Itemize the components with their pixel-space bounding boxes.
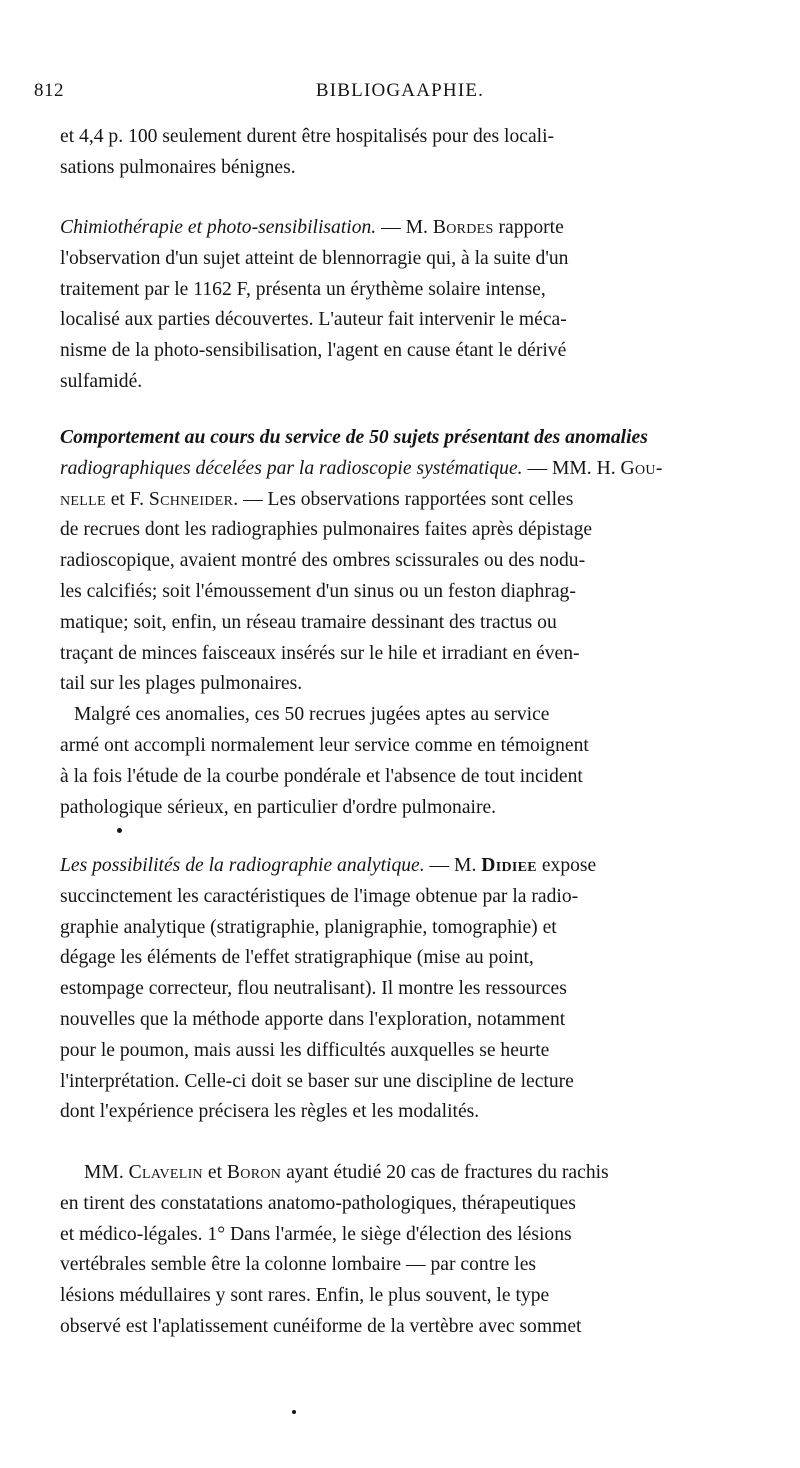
text-line: lésions médullaires y sont rares. Enfin, le plus souvent, le type <box>60 1285 550 1307</box>
text-line: dégage les éléments de l'effet stratigraphique (mise au point, <box>60 947 534 969</box>
title-dash: — M. <box>424 855 482 876</box>
text-line: Malgré ces anomalies, ces 50 recrues jugées aptes au service <box>74 704 550 726</box>
section-title: Chimiothérapie et photo-sensibilisation. <box>60 217 377 238</box>
author-name: Boron <box>226 1162 282 1183</box>
text-line: en tirent des constatations anatomo-pathologiques, thérapeutiques <box>60 1192 576 1214</box>
text-line: les calcifiés; soit l'émoussement d'un sinus ou un feston diaphrag- <box>60 580 576 602</box>
text-line: armé ont accompli normalement leur service comme en témoignent <box>60 734 589 756</box>
title-continuation: . — Les observations rapportées sont celles <box>233 488 574 510</box>
text-line: et médico-légales. 1° Dans l'armée, le siège d'élection des lésions <box>60 1223 572 1245</box>
text-line: radioscopique, avaient montré des ombres scissurales ou des nodu- <box>60 550 586 572</box>
text-line: nisme de la photo-sensibilisation, l'agent en cause étant le dérivé <box>60 340 567 362</box>
section-title-line-2: radiographiques décelées par la radioscopie systématique. <box>60 457 523 479</box>
section-heading-line <box>60 1158 765 1189</box>
text-line: traitement par le 1162 F, présenta un érythème solaire intense, <box>60 278 546 300</box>
intro-paragraph <box>60 122 765 184</box>
text-line: nouvelles que la méthode apporte dans l'exploration, notamment <box>60 1008 566 1030</box>
text-line: tail sur les plages pulmonaires. <box>60 673 303 695</box>
page-number: 812 <box>34 80 64 101</box>
author-name: nelle <box>60 488 106 510</box>
authors-line <box>60 485 765 516</box>
author-name: Gou- <box>620 457 663 479</box>
title-continuation: rapporte <box>493 217 564 238</box>
author-name: Schneider <box>148 488 234 510</box>
ink-speck <box>292 1410 296 1414</box>
chimiotherapie-section <box>60 213 765 398</box>
text-line: et 4,4 p. 100 seulement durent être hospitalisés pour des locali- <box>60 126 555 147</box>
text-line: estompage correcteur, flou neutralisant). Il montre les ressources <box>60 978 567 1000</box>
text-line: pathologique sérieux, en particulier d'ordre pulmonaire. <box>60 796 497 818</box>
possibilites-section <box>60 851 765 1128</box>
authors-and: et F. <box>105 488 149 510</box>
page-header <box>34 80 766 110</box>
authors-prefix: — MM. H. <box>522 457 621 479</box>
section-heading-line <box>60 851 765 882</box>
authors-prefix: MM. <box>84 1162 129 1183</box>
title-dash: — M. <box>376 217 433 238</box>
text-line: succinctement les caractéristiques de l'image obtenue par la radio- <box>60 885 579 907</box>
comportement-section <box>60 423 765 823</box>
text-line: sations pulmonaires bénignes. <box>60 156 296 178</box>
text-line: matique; soit, enfin, un réseau tramaire dessinant des tractus ou <box>60 611 557 633</box>
text-line: pour le poumon, mais aussi les difficultés auxquelles se heurte <box>60 1039 550 1061</box>
section-title: Les possibilités de la radiographie analytique. <box>60 855 425 876</box>
author-name: Didiee <box>481 855 537 876</box>
author-name: Bordes <box>432 217 494 238</box>
ink-speck <box>117 828 122 833</box>
text-line: l'observation d'un sujet atteint de blennorragie qui, à la suite d'un <box>60 247 569 269</box>
text-line: localisé aux parties découvertes. L'auteur fait intervenir le méca- <box>60 309 567 331</box>
text-line: à la fois l'étude de la courbe pondérale et l'absence de tout incident <box>60 765 583 787</box>
section-heading-line <box>60 454 765 485</box>
author-name: Clavelin <box>128 1162 203 1183</box>
authors-and: et <box>202 1162 227 1183</box>
running-title: BIBLIOGAAPHIE. <box>315 80 485 101</box>
section-heading-line <box>60 213 765 244</box>
text-line: dont l'expérience précisera les règles et les modalités. <box>60 1101 480 1123</box>
section-title-line-1: Comportement au cours du service de 50 sujets présentant des anomalies <box>60 427 648 448</box>
text-line: l'interprétation. Celle-ci doit se baser sur une discipline de lecture <box>60 1070 574 1092</box>
text-line: observé est l'aplatissement cunéiforme de la vertèbre avec sommet <box>60 1315 582 1337</box>
text-line: de recrues dont les radiographies pulmonaires faites après dépistage <box>60 519 593 541</box>
text-line: vertébrales semble être la colonne lombaire — par contre les <box>60 1254 537 1276</box>
title-continuation: expose <box>536 855 597 876</box>
title-continuation: ayant étudié 20 cas de fractures du rachis <box>281 1162 609 1183</box>
text-line: sulfamidé. <box>60 370 143 392</box>
clavelin-section <box>60 1158 765 1343</box>
text-line: graphie analytique (stratigraphie, planigraphie, tomographie) et <box>60 916 557 938</box>
text-line: traçant de minces faisceaux insérés sur le hile et irradiant en éven- <box>60 642 580 664</box>
